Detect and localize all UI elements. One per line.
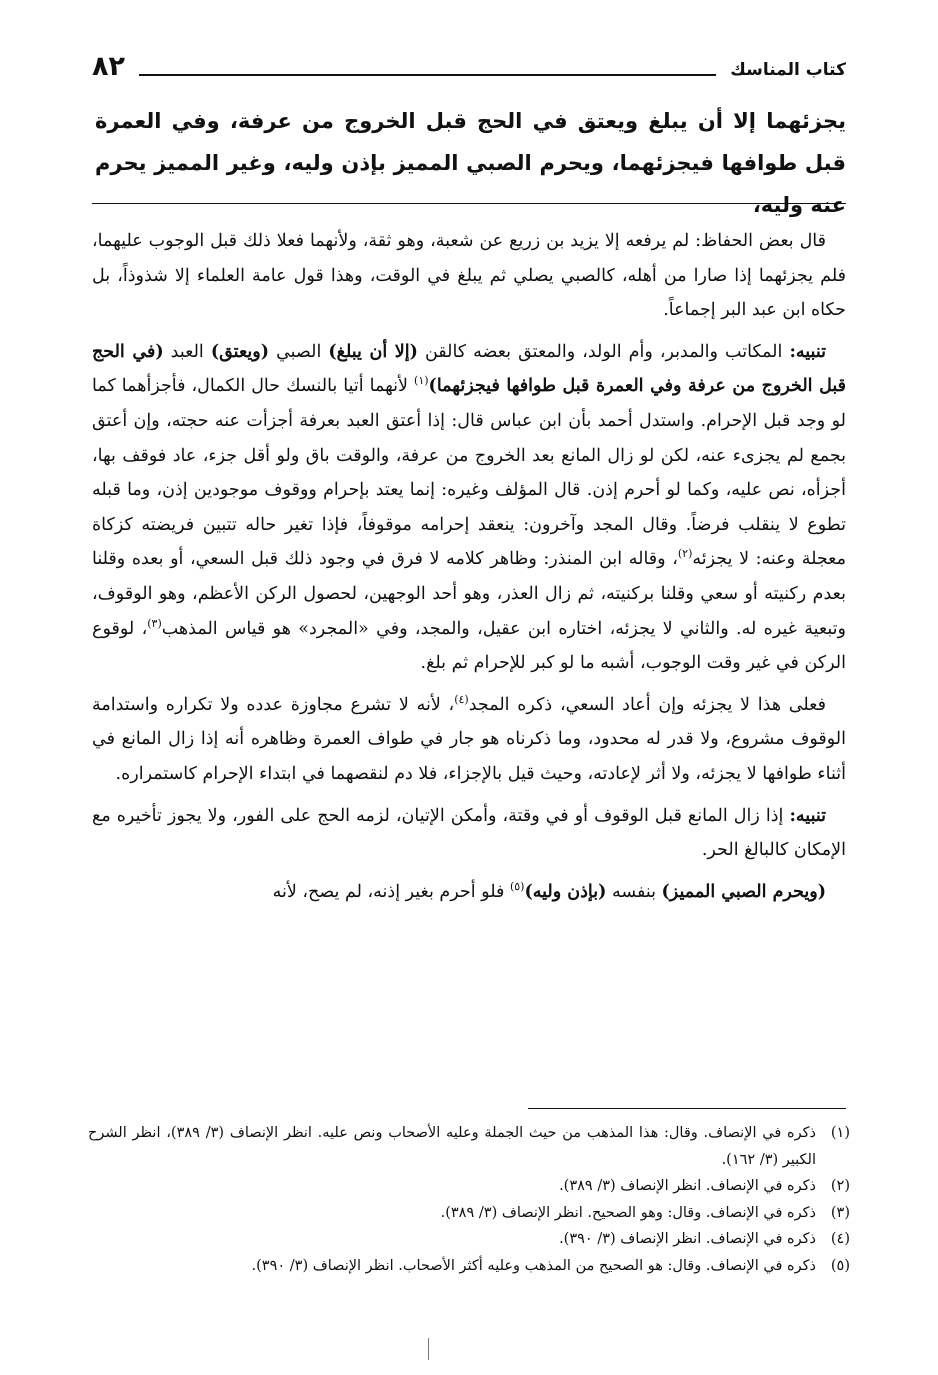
quoted-matn: (ويعتق) [210, 341, 270, 362]
footnote-number: (١) [830, 1125, 850, 1141]
quoted-matn: (إلا أن يبلغ) [328, 341, 418, 362]
note-label: تنبيه: [789, 805, 827, 826]
footnote-item [88, 1200, 850, 1227]
page-edge-mark [428, 1338, 429, 1360]
footnote-text: ذكره في الإنصاف. انظر الإنصاف (٣/ ٣٨٩). [559, 1178, 816, 1194]
footnote-text: ذكره في الإنصاف. وقال: هو الصحيح من المذهب وعليه أكثر الأصحاب. انظر الإنصاف (٣/ ٣٩٠). [251, 1257, 816, 1274]
commentary-paragraph [92, 799, 846, 868]
footnote-item [88, 1253, 850, 1280]
commentary-text: العبد [163, 341, 211, 362]
commentary-paragraph [92, 688, 846, 792]
page-header [92, 42, 846, 82]
footnote-text: ذكره في الإنصاف. انظر الإنصاف (٣/ ٣٩٠). [559, 1231, 816, 1247]
matn-text: يجزئهما إلا أن يبلغ ويعتق في الحج قبل الخروج من عرفة، وفي العمرة قبل طوافها فيجزئهما، ويحرم الصبي المميز بإذن وليه، وغير المميز يحرم عنه وليه، [95, 109, 846, 217]
footnote-ref: (٥) [509, 879, 525, 893]
quoted-matn: (في الحج قبل الخروج من عرفة وفي العمرة قبل طوافها فيجزئهما) [92, 341, 846, 397]
commentary-text: المكاتب والمدبر، وأم الولد، والمعتق بعضه كالقن [417, 341, 790, 362]
commentary-text: بنفسه [606, 881, 662, 902]
footnote-item [88, 1120, 850, 1173]
footnote-ref: (٣) [147, 616, 162, 630]
commentary-text: ، وقاله ابن المنذر: وظاهر كلامه لا فرق في وجود ذلك قبل السعي، أو بعده وقلنا بعدم ركنيته أو سعي وقلنا بركنيته، ثم زال العذر، وهو أحد الوجهين، لحصول الركن الأعظم، وهو الوقوف، وتبعية غيره له. والثاني لا يجزئه، اختاره ابن عقيل، والمجد، وفي «المجرد» هو قياس المذهب [92, 549, 846, 639]
commentary-paragraph [92, 875, 846, 910]
footnote-text: ذكره في الإنصاف. وقال: وهو الصحيح. انظر الإنصاف (٣/ ٣٨٩). [440, 1204, 816, 1221]
footnote-divider [528, 1108, 846, 1109]
commentary-text: فلو أحرم بغير إذنه، لم يصح، لأنه [272, 881, 510, 902]
commentary-text: ، لأنه لا تشرع مجاوزة عدده ولا تكراره واستدامة الوقوف مشروع، ولا قدر له محدود، وما ذكرناه هو جار في طواف العمرة وظاهره أنه إذا زال المانع في أثناء طوافها لا يجزئه، ولا أثر لإعادته، وحيث قيل بالإجزاء، فلا دم لنقصهما في ابتداء الإحرام كاستمراره. [92, 694, 846, 784]
commentary-text: الصبي [269, 341, 329, 362]
matn-divider [92, 203, 846, 204]
footnote-text: ذكره في الإنصاف. وقال: هذا المذهب من حيث الجملة وعليه الأصحاب ونص عليه. انظر الإنصاف (٣/ ٣٨٩)، انظر الشرح الكبير (٣/ ١٦٢). [88, 1125, 816, 1168]
commentary-text: إذا زال المانع قبل الوقوف أو في وقتة، وأمكن الإتيان، لزمه الحج على الفور، ولا يجوز تأخيره مع الإمكان كالبالغ الحر. [92, 805, 846, 861]
commentary-text: لأنهما أتيا بالنسك حال الكمال، فأجزأهما كما لو وجد قبل الإحرام. واستدل أحمد بأن ابن عباس قال: إذا أعتق العبد بعرفة أجزأت عنه حجته، وإن أعتق بجمع لم يجزىء عنه، لكن لو زال المانع بعد الخروج من عرفة، والوقت باق ولو أقل جزء، عاد فوقف بها، أجزأه، نص عليه، وكما لو أحرم إذن. قال المؤلف وغيره: إنما يعتد بإحرام ووقوف موجودين إذن، وما قبله تطوع لا ينقلب فرضاً. وقال المجد وآخرون: ينعقد إحرامه موقوفاً، فإذا تغير حاله تتبين فريضته كزكاة معجلة وعنه: لا يجزئه [92, 376, 846, 570]
commentary-text: ، لوقوع الركن في غير وقت الوجوب، أشبه ما لو كبر للإحرام ثم بلغ. [92, 618, 846, 674]
commentary-paragraph: قال بعض الحفاظ: لم يرفعه إلا يزيد بن زريع عن شعبة، وهو ثقة، ولأنهما فعلا ذلك قبل الوجوب عليهما، فلم يجزئهما إذا صارا من أهله، كالصبي يصلي ثم يبلغ في الوقت، وهذا قول عامة العلماء إلا شذوذاً، بل حكاه ابن عبد البر إجماعاً. [92, 231, 846, 321]
footnote-number: (٥) [830, 1257, 850, 1274]
footnote-item [88, 1226, 850, 1253]
commentary-paragraph [92, 335, 846, 681]
footnote-ref: (١) [414, 374, 429, 388]
footnote-number: (٣) [830, 1204, 850, 1221]
quoted-matn: (بإذن وليه) [524, 881, 607, 902]
header-rule [139, 74, 716, 76]
footnote-item [88, 1173, 850, 1200]
quoted-matn: (ويحرم الصبي المميز) [661, 881, 826, 902]
commentary-text: فعلى هذا لا يجزئه وإن أعاد السعي، ذكره المجد [468, 694, 826, 715]
commentary [92, 224, 846, 916]
footnote-number: (٢) [830, 1178, 850, 1194]
footnote-number: (٤) [830, 1231, 850, 1247]
page-number: ٨٢ [92, 51, 125, 82]
footnotes [88, 1120, 850, 1279]
book-title: كتاب المناسك [730, 60, 846, 80]
footnote-ref: (٢) [677, 547, 693, 561]
footnote-ref: (٤) [454, 692, 469, 706]
note-label: تنبيه: [789, 341, 826, 362]
